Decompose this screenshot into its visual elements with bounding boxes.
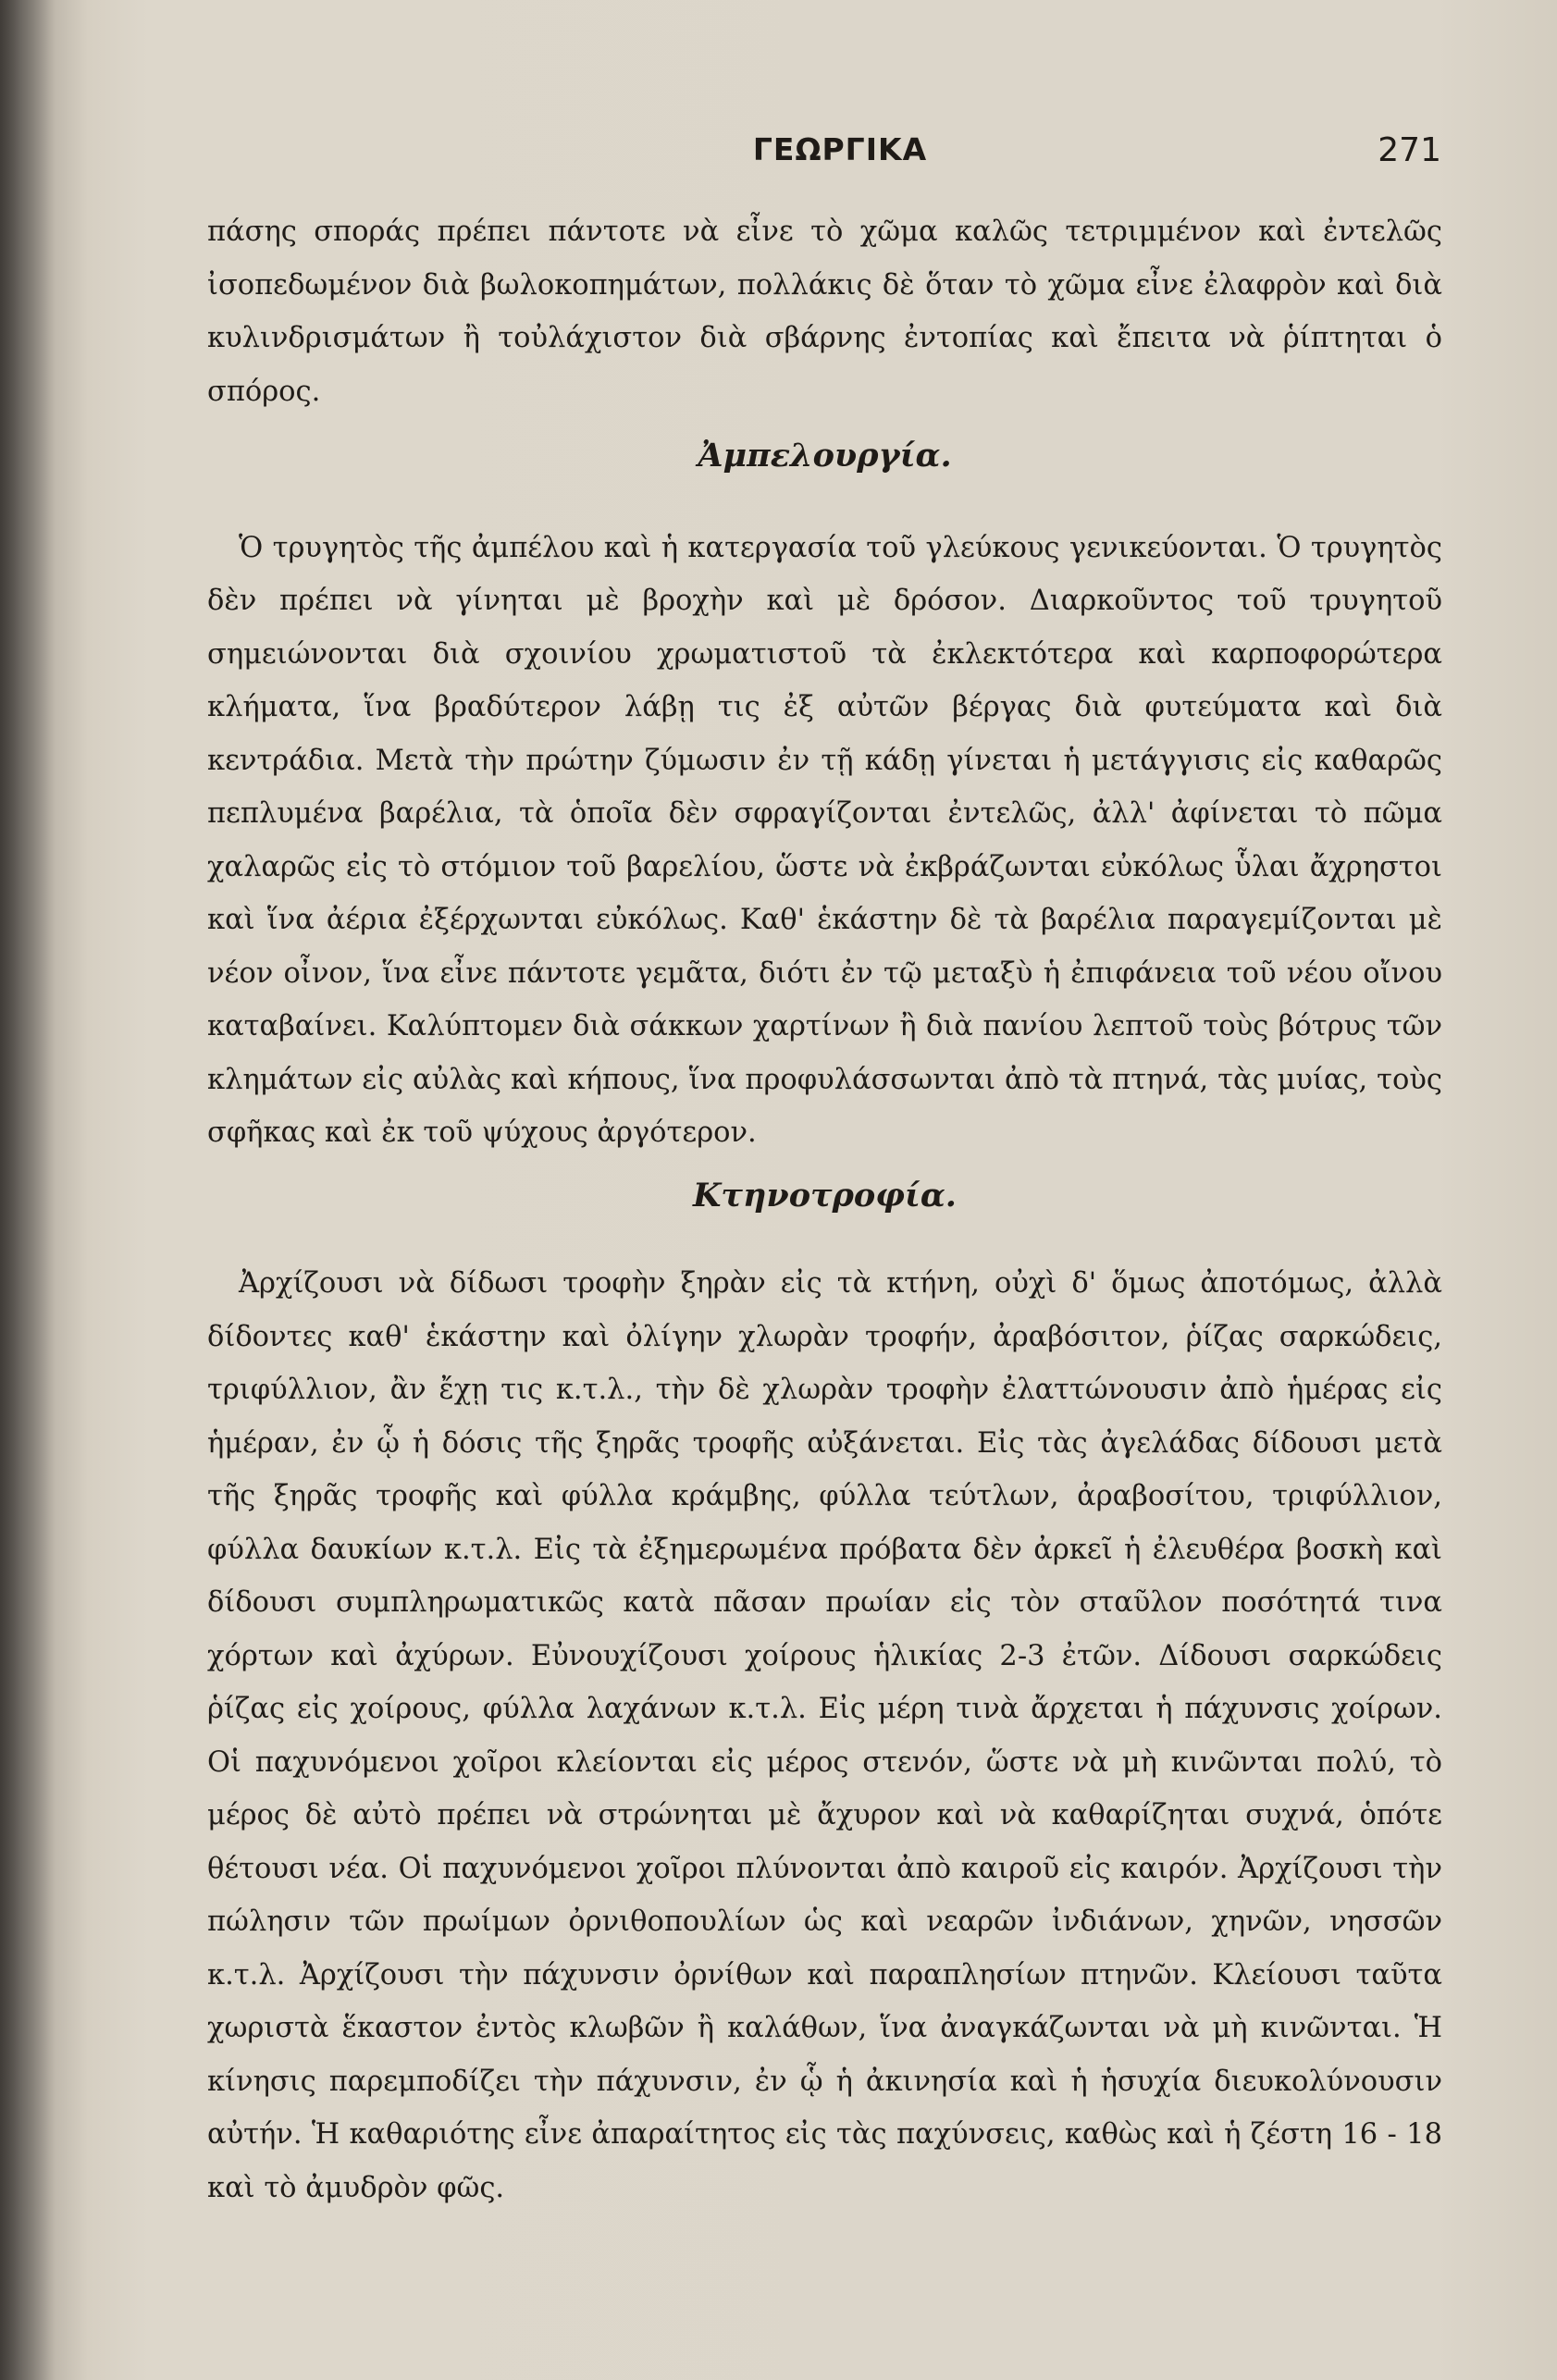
running-head: ΓΕΩΡΓΙΚΑ bbox=[752, 131, 928, 167]
page-number: 271 bbox=[1378, 131, 1441, 169]
intro-paragraph: πάσης σποράς πρέπει πάντοτε νὰ εἶνε τὸ χῶμα καλῶς τετριμμένον καὶ ἐντελῶς ἰσοπεδωμένον διὰ βωλοκοπημάτων, πολλάκις δὲ ὅταν τὸ χῶμα εἶνε ἐλαφρὸν καὶ διὰ κυλινδρισμάτων ἢ τοὐλάχιστον διὰ σβάρνης ἐντοπίας καὶ ἔπειτα νὰ ῥίπτηται ὁ σπόρος. bbox=[207, 216, 1442, 408]
section-heading-animal-husbandry: Κτηνοτροφία. bbox=[693, 1176, 957, 1215]
page-body bbox=[207, 205, 1442, 2214]
animal-husbandry-paragraph: Ἀρχίζουσι νὰ δίδωσι τροφὴν ξηρὰν εἰς τὰ κτήνη, οὐχὶ δ' ὅμως ἀποτόμως, ἀλλὰ δίδοντες καθ' ἑκάστην καὶ ὀλίγην χλωρὰν τροφήν, ἀραβόσιτον, ῥίζας σαρκώδεις, τριφύλλιον, ἂν ἔχῃ τις κ.τ.λ., τὴν δὲ χλωρὰν τροφὴν ἐλαττώνουσιν ἀπὸ ἡμέρας εἰς ἡμέραν, ἐν ᾧ ἡ δόσις τῆς ξηρᾶς τροφῆς αὐξάνεται. Εἰς τὰς ἀγελάδας δίδουσι μετὰ τῆς ξηρᾶς τροφῆς καὶ φύλλα κράμβης, φύλλα τεύτλων, ἀραβοσίτου, τριφύλλιον, φύλλα δαυκίων κ.τ.λ. Εἰς τὰ ἐξημερωμένα πρόβατα δὲν ἀρκεῖ ἡ ἐλευθέρα βοσκὴ καὶ δίδουσι συμπληρωματικῶς κατὰ πᾶσαν πρωίαν εἰς τὸν σταῦλον ποσότητά τινα χόρτων καὶ ἀχύρων. Εὐνουχίζουσι χοίρους ἡλικίας 2-3 ἐτῶν. Δίδουσι σαρκώδεις ῥίζας εἰς χοίρους, φύλλα λαχάνων κ.τ.λ. Εἰς μέρη τινὰ ἄρχεται ἡ πάχυνσις χοίρων. Οἱ παχυνόμενοι χοῖροι κλείονται εἰς μέρος στενόν, ὥστε νὰ μὴ κινῶνται πολύ, τὸ μέρος δὲ αὐτὸ πρέπει νὰ στρώνηται μὲ ἄχυρον καὶ νὰ καθαρίζηται συχνά, ὁπότε θέτουσι νέα. Οἱ παχυνόμενοι χοῖροι πλύνονται ἀπὸ καιροῦ εἰς καιρόν. Ἀρχίζουσι τὴν πώλησιν τῶν πρωίμων ὀρνιθοπουλίων ὡς καὶ νεαρῶν ἰνδιάνων, χηνῶν, νησσῶν κ.τ.λ. Ἀρχίζουσι τὴν πάχυνσιν ὀρνίθων καὶ παραπλησίων πτηνῶν. Κλείουσι ταῦτα χωριστὰ ἕκαστον ἐντὸς κλωβῶν ἢ καλάθων, ἵνα ἀναγκάζωνται νὰ μὴ κινῶνται. Ἡ κίνησις παρεμποδίζει τὴν πάχυνσιν, ἐν ᾧ ἡ ἀκινησία καὶ ἡ ἡσυχία διευκολύνουσιν αὐτήν. Ἡ καθαριότης εἶνε ἀπαραίτητος εἰς τὰς παχύνσεις, καθὼς καὶ ἡ ζέστη 16 - 18 καὶ τὸ ἀμυδρὸν φῶς. bbox=[207, 1267, 1442, 2204]
viticulture-paragraph: Ὁ τρυγητὸς τῆς ἀμπέλου καὶ ἡ κατεργασία τοῦ γλεύκους γενικεύονται. Ὁ τρυγητὸς δὲν πρέπει νὰ γίνηται μὲ βροχὴν καὶ μὲ δρόσον. Διαρκοῦντος τοῦ τρυγητοῦ σημειώνονται διὰ σχοινίου χρωματιστοῦ τὰ ἐκλεκτότερα καὶ καρποφορώτερα κλήματα, ἵνα βραδύτερον λάβῃ τις ἐξ αὐτῶν βέργας διὰ φυτεύματα καὶ διὰ κεντράδια. Μετὰ τὴν πρώτην ζύμωσιν ἐν τῇ κάδῃ γίνεται ἡ μετάγγισις εἰς καθαρῶς πεπλυμένα βαρέλια, τὰ ὁποῖα δὲν σφραγίζονται ἐντελῶς, ἀλλ' ἀφίνεται τὸ πῶμα χαλαρῶς εἰς τὸ στόμιον τοῦ βαρελίου, ὥστε νὰ ἐκβράζωνται εὐκόλως ὗλαι ἄχρηστοι καὶ ἵνα ἀέρια ἐξέρχωνται εὐκόλως. Καθ' ἑκάστην δὲ τὰ βαρέλια παραγεμίζονται μὲ νέον οἶνον, ἵνα εἶνε πάντοτε γεμᾶτα, διότι ἐν τῷ μεταξὺ ἡ ἐπιφάνεια τοῦ νέου οἴνου καταβαίνει. Καλύπτομεν διὰ σάκκων χαρτίνων ἢ διὰ πανίου λεπτοῦ τοὺς βότρυς τῶν κλημάτων εἰς αὐλὰς καὶ κήπους, ἵνα προφυλάσσωνται ἀπὸ τὰ πτηνά, τὰς μυίας, τοὺς σφῆκας καὶ ἐκ τοῦ ψύχους ἀργότερον. bbox=[207, 531, 1442, 1149]
book-gutter-shadow bbox=[0, 0, 56, 2380]
section-heading-viticulture: Ἀμπελουργία. bbox=[698, 437, 952, 475]
page-header bbox=[211, 131, 1441, 187]
